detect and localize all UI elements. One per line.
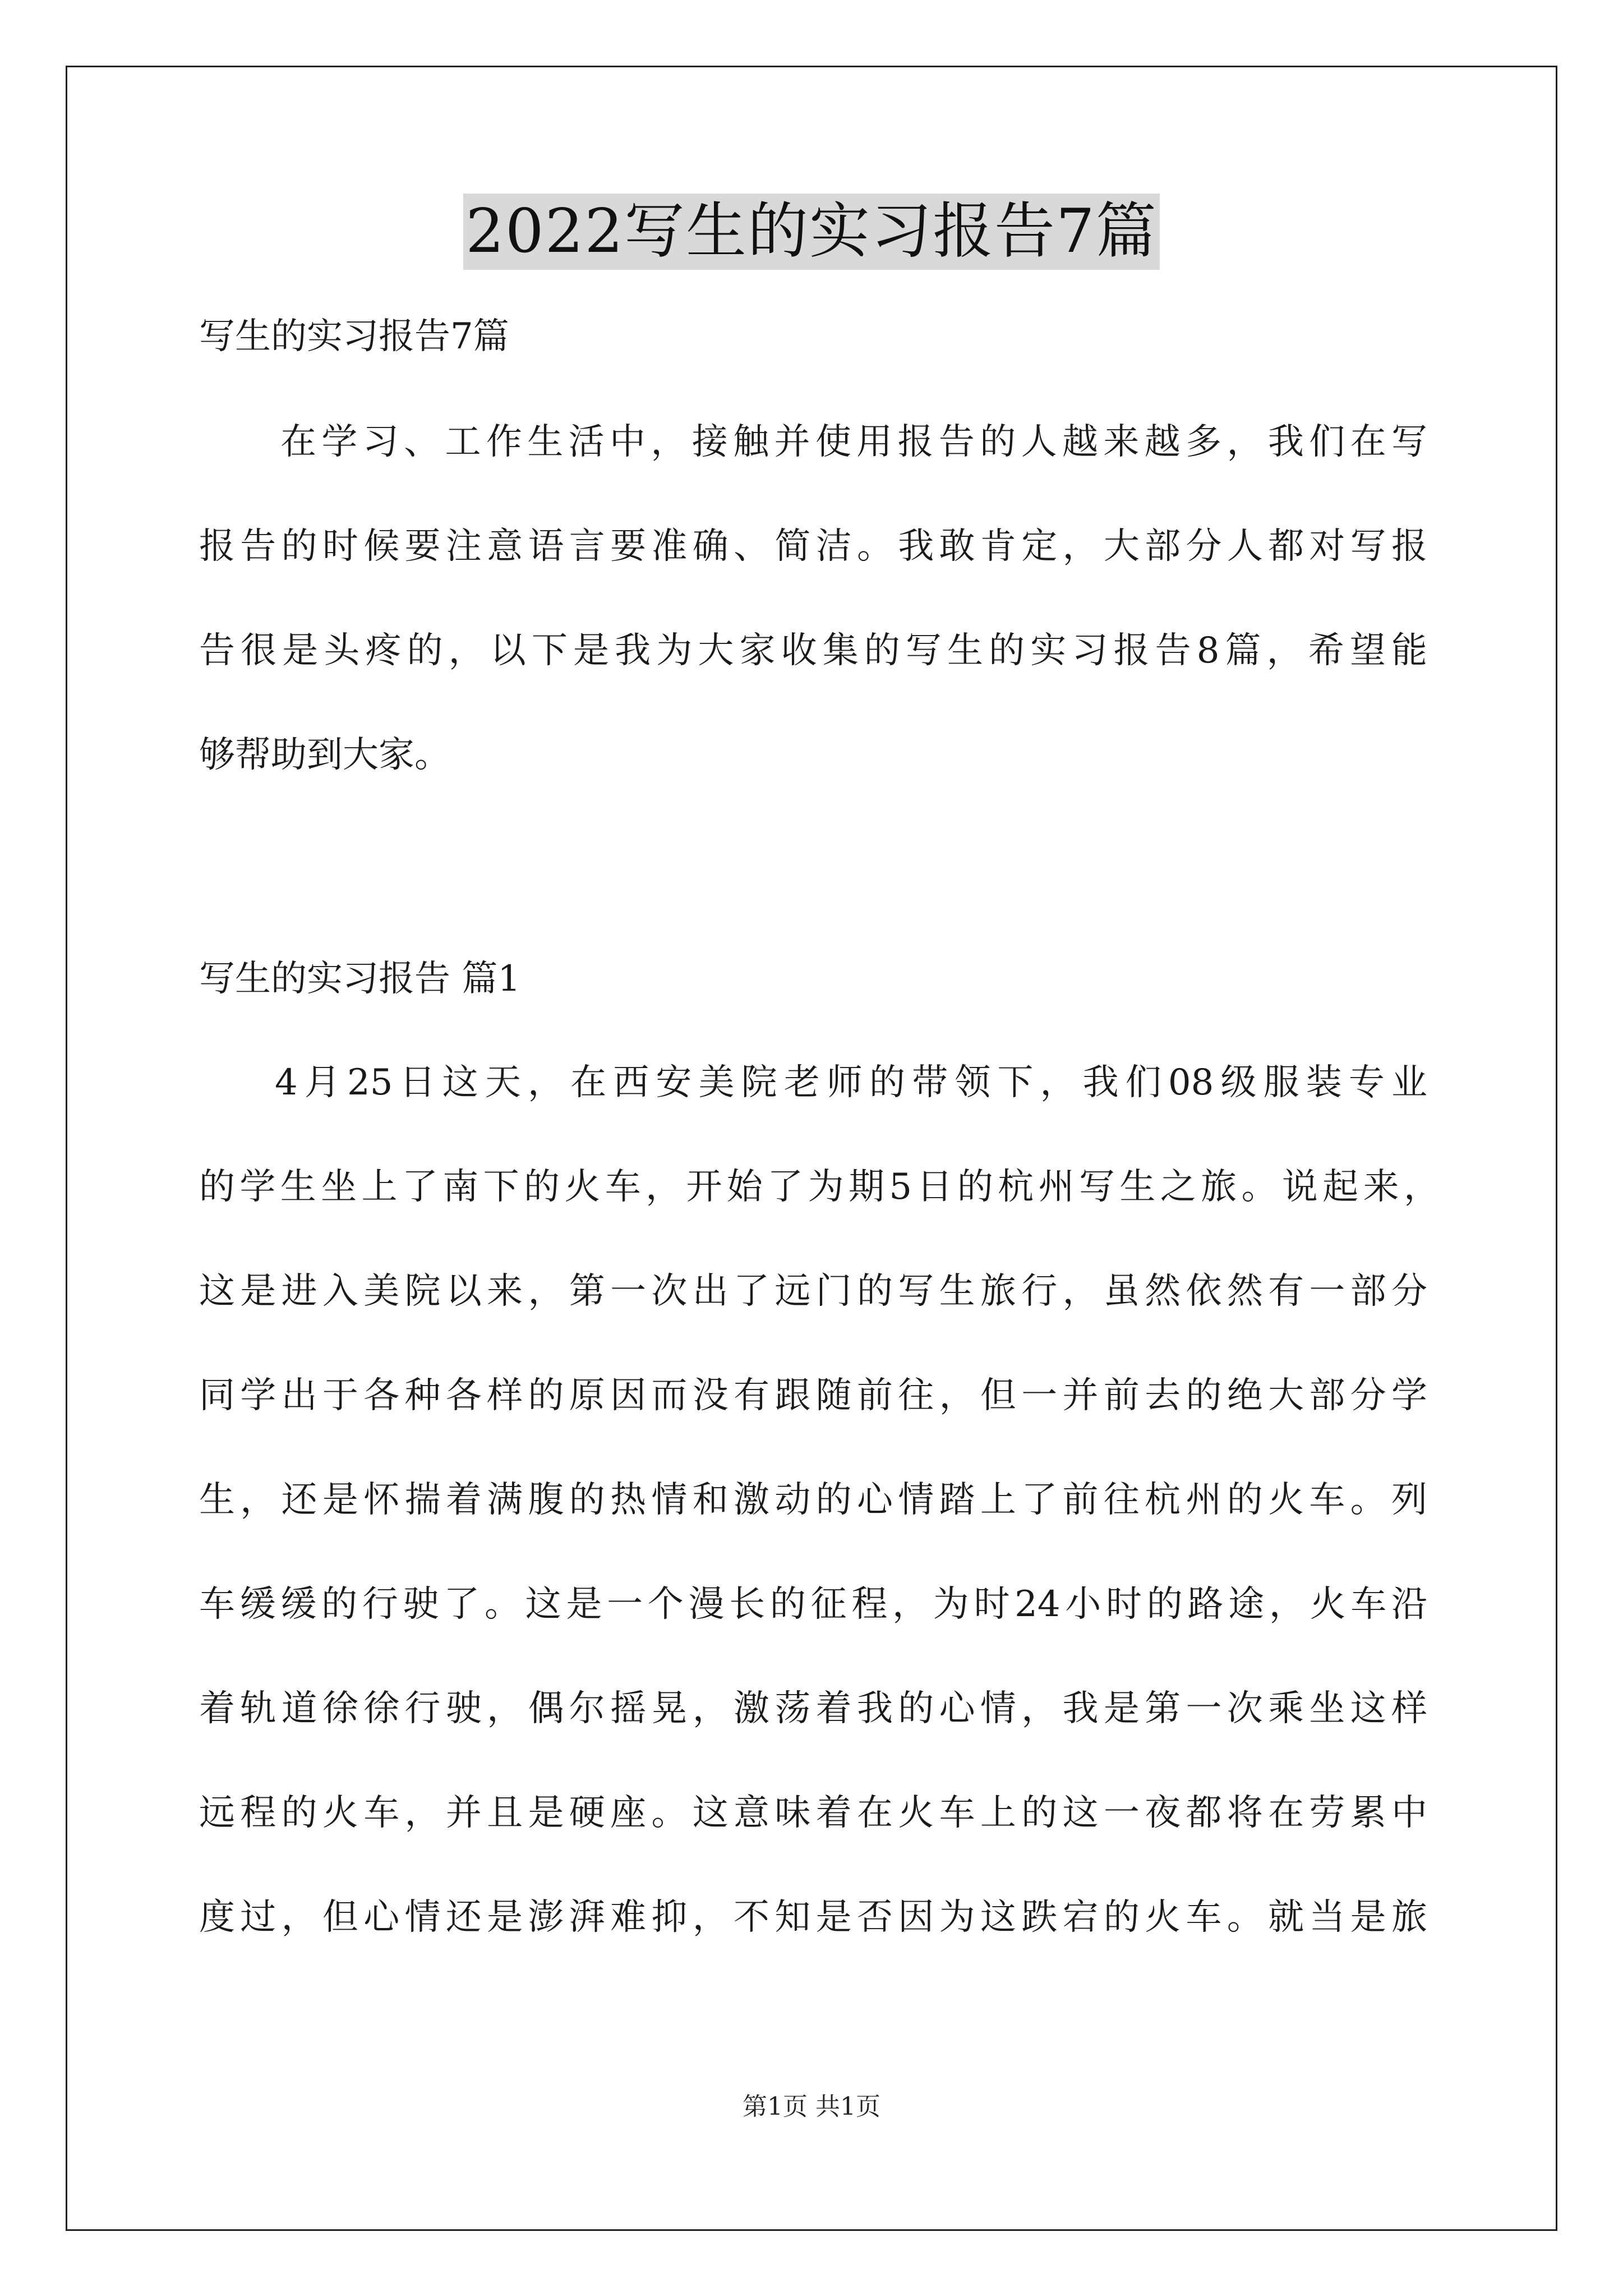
body-line-8: 远程的火车，并且是硬座。这意味着在火车上的这一夜都将在劳累中 [199, 1792, 1427, 1834]
body-line-4: 同学出于各种各样的原因而没有跟随前往，但一并前去的绝大部分学 [199, 1375, 1427, 1416]
body-line-5: 生，还是怀揣着满腹的热情和激动的心情踏上了前往杭州的火车。列 [199, 1479, 1427, 1521]
intro-line-3: 告很是头疼的，以下是我为大家收集的写生的实习报告8篇，希望能 [199, 630, 1427, 671]
body-line-7: 着轨道徐徐行驶，偶尔摇晃，激荡着我的心情，我是第一次乘坐这样 [199, 1688, 1427, 1729]
section-heading: 写生的实习报告 篇1 [199, 958, 521, 1000]
document-subtitle: 写生的实习报告7篇 [199, 316, 509, 357]
body-line-2: 的学生坐上了南下的火车，开始了为期5日的杭州写生之旅。说起来， [199, 1166, 1440, 1208]
body-line-9: 度过，但心情还是澎湃难抑，不知是否因为这跌宕的火车。就当是旅 [199, 1897, 1427, 1938]
page-footer: 第1页 共1页 [743, 2092, 880, 2121]
body-line-1: 4月25日这天，在西安美院老师的带领下，我们08级服装专业 [275, 1062, 1427, 1103]
body-line-3: 这是进入美院以来，第一次出了远门的写生旅行，虽然依然有一部分 [199, 1271, 1427, 1312]
page-title: 2022写生的实习报告7篇 [463, 194, 1160, 270]
title-container [0, 194, 1623, 270]
intro-line-2: 报告的时候要注意语言要准确、简洁。我敢肯定，大部分人都对写报 [199, 526, 1427, 567]
intro-line-1: 在学习、工作生活中，接触并使用报告的人越来越多，我们在写 [280, 421, 1427, 463]
body-line-6: 车缓缓的行驶了。这是一个漫长的征程，为时24小时的路途，火车沿 [199, 1584, 1427, 1625]
intro-line-4: 够帮助到大家。 [199, 734, 450, 776]
